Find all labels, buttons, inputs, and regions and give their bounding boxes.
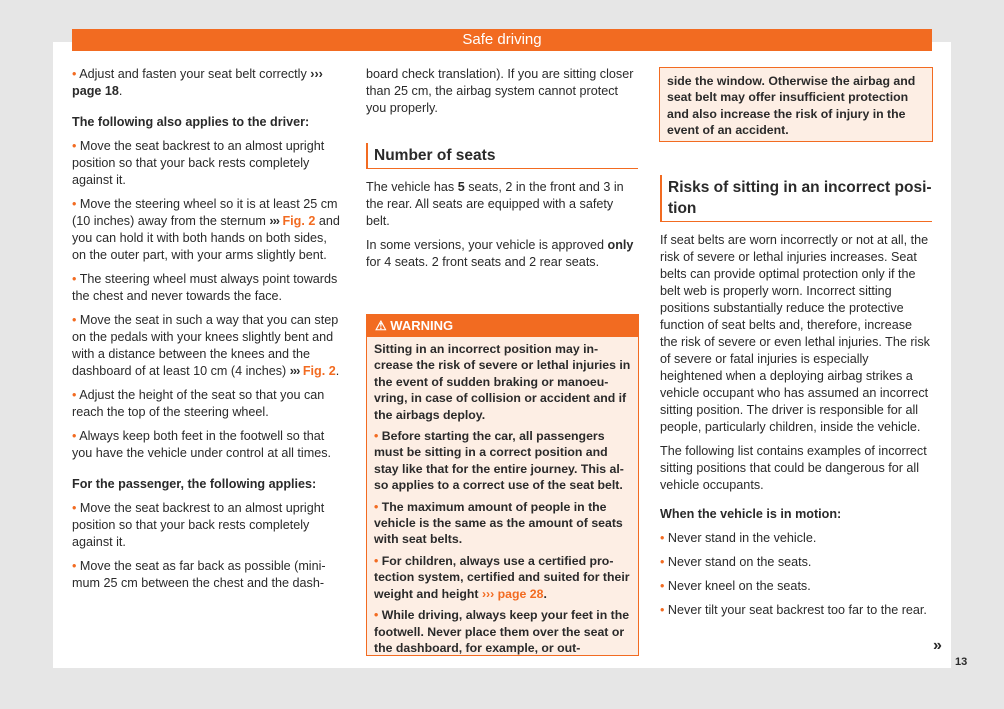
list-item: • Before starting the car, all passengers must be sitting in a correct position and stay like that for the entire journey. This also applies to a correct use of the seat belt. [374, 429, 624, 493]
section-heading-seats: Number of seats [366, 143, 638, 169]
warning-text: Sitting in an incorrect position may increase the risk of severe or lethal injuries in the event of sudden braking or manoeuvring, in case of collision or accident and if the airbags deploy. [374, 342, 631, 422]
column-middle [366, 66, 638, 278]
list-item: • Never stand on the seats. [660, 555, 812, 569]
list-item: • Move the seat in such a way that you can step on the pedals with your knees slightly bent and with a distance between the knees and the dashboard of at least 10 cm (4 inches) ››› Fig. 2. [72, 313, 340, 378]
list-item: • Move the seat as far back as possible (minimum 25 cm between the chest and the dash- [72, 559, 326, 590]
header-title: Safe driving [462, 31, 542, 48]
list-item: • Never tilt your seat backrest too far to the rear. [660, 603, 927, 617]
warning-triangle-icon: ⚠ [375, 318, 387, 333]
warning-box-continued [659, 67, 933, 142]
section-heading-risks: Risks of sitting in an incorrect position [660, 175, 932, 222]
list-item: • For children, always use a certified protection system, certified and suited for their weight and height ››› page 28. [374, 553, 630, 601]
driver-heading: The following also applies to the driver: [72, 115, 310, 129]
paragraph: board check translation). If you are sitting closer than 25 cm, the airbag system cannot protect you properly. [366, 67, 634, 115]
page-header [72, 29, 932, 51]
page-reference[interactable]: ››› page 18 [72, 67, 323, 98]
warning-box [366, 314, 639, 656]
figure-reference[interactable]: Fig. 2 [302, 364, 336, 378]
list-item: • Never stand in the vehicle. [660, 531, 817, 545]
list-item: • Move the seat backrest to an almost upright position so that your back rests completely against it. [72, 139, 325, 187]
list-item: • While driving, always keep your feet in the footwell. Never place them over the seat or the dashboard, for example, or out- [374, 608, 630, 655]
paragraph: In some versions, your vehicle is approved only for 4 seats. 2 front seats and 2 rear seats. [366, 238, 634, 269]
figure-reference[interactable]: Fig. 2 [282, 214, 316, 228]
list-item: • The steering wheel must always point towards the chest and never towards the face. [72, 272, 338, 303]
page-reference[interactable]: ››› page 28 [481, 586, 544, 601]
list-item: • Always keep both feet in the footwell so that you have the vehicle under control at all times. [72, 429, 332, 460]
list-item: • Move the steering wheel so it is at least 25 cm (10 inches) away from the sternum ››› Fig. 2 and you can hold it with both hands on both sides, on the outer part, with your arms slightly bent. [72, 197, 340, 262]
warning-text: side the window. Otherwise the airbag and seat belt may offer insufficient protection and also increase the risk of injury in the event of an accident. [667, 74, 916, 138]
warning-title: ⚠ WARNING [367, 315, 638, 337]
list-item: • The maximum amount of people in the vehicle is the same as the amount of seats with seat belts. [374, 499, 623, 547]
list-item: • Move the seat backrest to an almost upright position so that your back rests completely against it. [72, 501, 325, 549]
list-item: • Adjust the height of the seat so that you can reach the top of the steering wheel. [72, 388, 325, 419]
column-left [72, 66, 344, 599]
list-item: • Adjust and fasten your seat belt correctly ››› page 18. [72, 67, 323, 98]
continue-arrow-icon: » [933, 637, 942, 654]
motion-heading: When the vehicle is in motion: [660, 507, 842, 521]
paragraph: The vehicle has 5 seats, 2 in the front and 3 in the rear. All seats are equipped with a safety belt. [366, 180, 624, 228]
passenger-heading: For the passenger, the following applies: [72, 477, 317, 491]
page-number: 13 [955, 656, 968, 668]
paragraph: If seat belts are worn incorrectly or not at all, the risk of severe or lethal injuries increases. Seat belts can provide optimal protection only if the belt web is properly worn. Incorrect sitting positions substantially reduce the protective function of seat belts and, therefore, increase the risk of severe or even lethal injuries. The risk of severe or fatal injuries is especially heightened when a deploying airbag strikes a vehicle occupant who has assumed an incorrect sitting position. The driver is responsible for all people, particularly children, inside the vehicle. [660, 233, 930, 434]
paragraph: The following list contains examples of incorrect sitting positions that could be dangerous for all vehicle occupants. [660, 444, 927, 492]
list-item: • Never kneel on the seats. [660, 579, 811, 593]
column-right [660, 175, 932, 626]
